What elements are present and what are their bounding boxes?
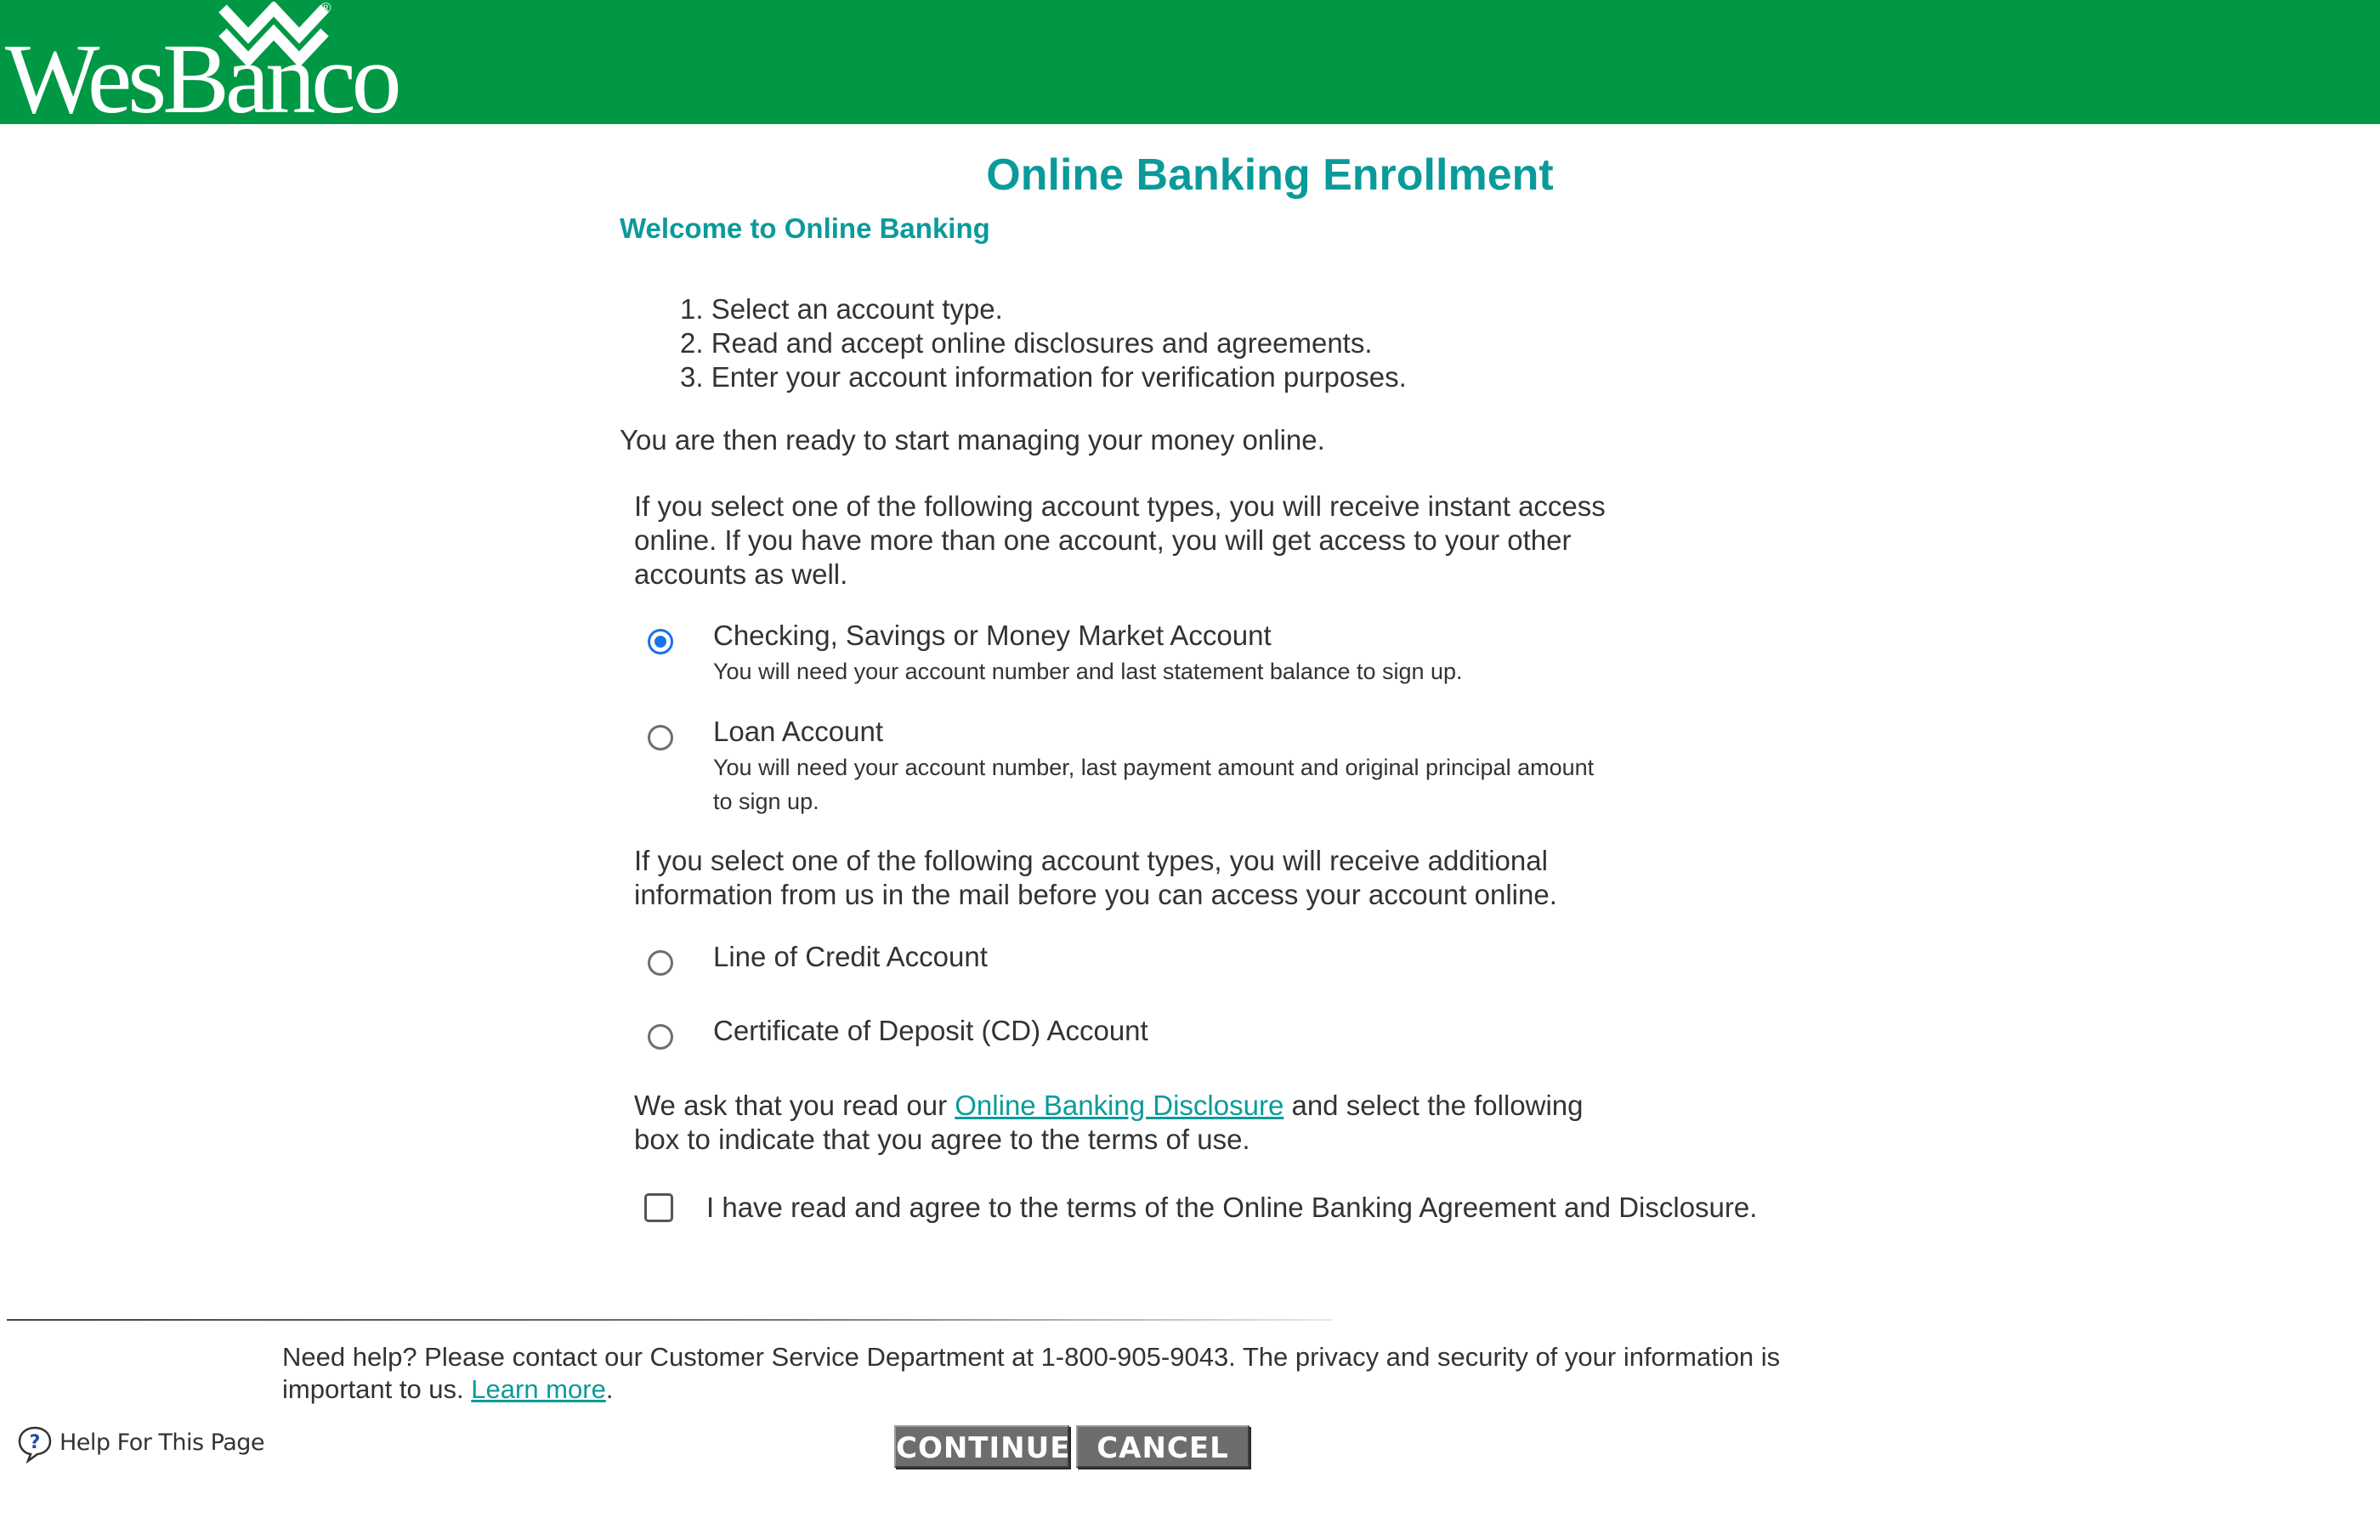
enrollment-steps — [680, 292, 1407, 394]
svg-text:?: ? — [29, 1432, 41, 1453]
instant-intro-line: If you select one of the following account types, you will receive instant access — [634, 490, 1606, 522]
disclosure-prefix: We ask that you read our — [634, 1090, 955, 1121]
help-contact-text: Need help? Please contact our Customer Service Department at 1-800-905-9043. The privacy and security of your information is — [282, 1342, 1781, 1372]
mail-intro-line: If you select one of the following account types, you will receive additional — [634, 845, 1548, 876]
instant-intro-line: accounts as well. — [634, 558, 848, 590]
loan-description: to sign up. — [713, 789, 819, 814]
help-privacy-prefix: important to us. — [282, 1374, 472, 1404]
cancel-button[interactable]: CANCEL — [1076, 1425, 1250, 1468]
header-bar — [0, 0, 2380, 134]
instant-intro-line: online. If you have more than one account, you will get access to your other — [634, 524, 1572, 556]
step-item: 3. Enter your account information for verification purposes. — [680, 361, 1407, 393]
continue-button[interactable]: CONTINUE — [894, 1425, 1069, 1468]
cd-radio[interactable] — [648, 1024, 673, 1050]
disclosure-link[interactable]: Online Banking Disclosure — [955, 1090, 1284, 1121]
agree-label[interactable]: I have read and agree to the terms of the Online Banking Agreement and Disclosure. — [706, 1192, 1758, 1223]
agree-checkbox[interactable] — [644, 1193, 673, 1222]
disclosure-suffix: and select the following — [1284, 1090, 1584, 1121]
help-for-page-link[interactable]: Help For This Page — [60, 1430, 265, 1456]
loan-label[interactable]: Loan Account — [713, 716, 883, 747]
checking-label[interactable]: Checking, Savings or Money Market Account — [713, 620, 1272, 651]
learn-more-link[interactable]: Learn more — [471, 1374, 606, 1404]
mail-intro-line: information from us in the mail before you can access your account online. — [634, 879, 1557, 910]
wesbanco-logo[interactable]: WesBanco — [5, 23, 398, 134]
footer-divider — [7, 1319, 1333, 1321]
disclosure-text — [634, 1089, 1584, 1123]
cd-label[interactable]: Certificate of Deposit (CD) Account — [713, 1015, 1148, 1046]
step-item: 2. Read and accept online disclosures and agreements. — [680, 327, 1373, 359]
checking-radio[interactable] — [648, 629, 673, 654]
step-item: 1. Select an account type. — [680, 293, 1003, 325]
help-privacy-suffix: . — [605, 1374, 614, 1404]
ready-text: You are then ready to start managing your money online. — [620, 424, 1325, 456]
welcome-heading: Welcome to Online Banking — [620, 212, 990, 244]
loan-description: You will need your account number, last payment amount and original principal amount — [713, 755, 1595, 780]
line-of-credit-label[interactable]: Line of Credit Account — [713, 941, 988, 972]
checking-description: You will need your account number and last statement balance to sign up. — [713, 659, 1463, 684]
disclosure-text-line2: box to indicate that you agree to the terms of use. — [634, 1124, 1250, 1155]
line-of-credit-radio[interactable] — [648, 950, 673, 976]
loan-radio[interactable] — [648, 725, 673, 750]
page-title: Online Banking Enrollment — [986, 150, 1554, 200]
help-privacy-text — [282, 1373, 613, 1406]
registered-mark: ® — [320, 0, 332, 16]
help-question-icon[interactable] — [15, 1424, 54, 1464]
